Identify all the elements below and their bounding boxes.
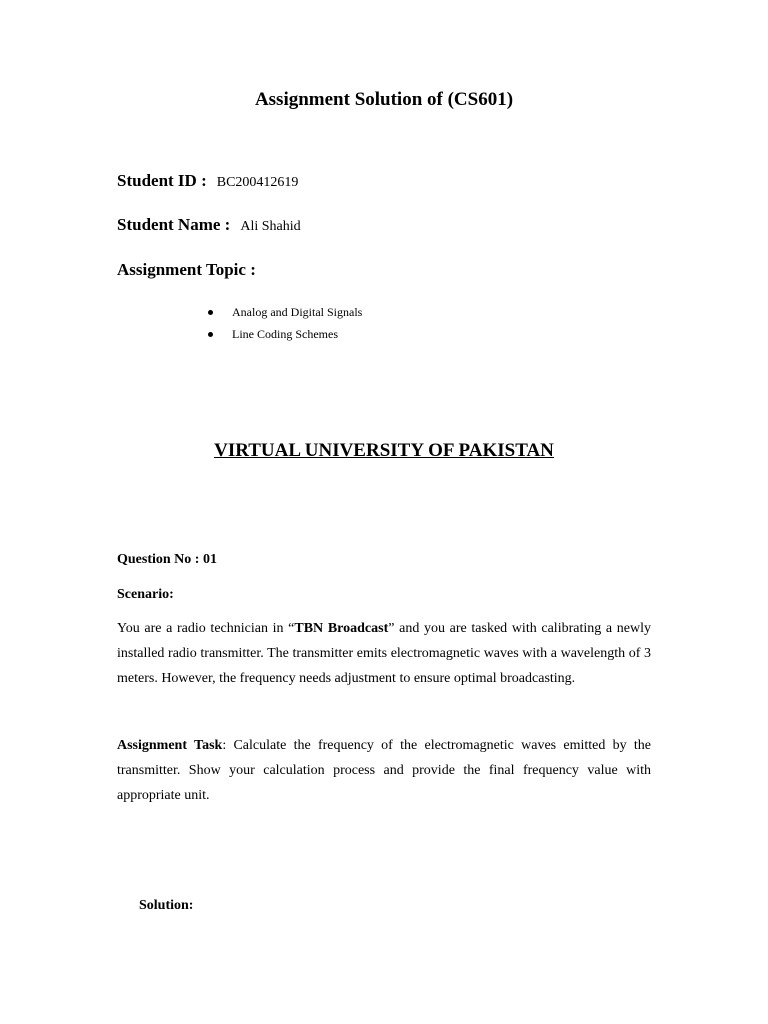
bullet-icon bbox=[208, 310, 213, 315]
university-heading: VIRTUAL UNIVERSITY OF PAKISTAN bbox=[214, 440, 554, 461]
student-id-value: BC200412619 bbox=[216, 175, 299, 190]
student-id-row bbox=[117, 170, 298, 194]
student-name-label: Student Name : bbox=[117, 215, 231, 234]
bullet-icon bbox=[208, 332, 213, 337]
student-id-label: Student ID : bbox=[117, 171, 207, 190]
student-name-value: Ali Shahid bbox=[240, 219, 301, 234]
solution-heading: Solution: bbox=[139, 898, 194, 913]
topic-text: Line Coding Schemes bbox=[232, 327, 338, 341]
assignment-topic-row bbox=[117, 259, 256, 282]
scenario-heading: Scenario: bbox=[117, 587, 174, 602]
question-number: Question No : 01 bbox=[117, 552, 217, 567]
assignment-topic-label: Assignment Topic : bbox=[117, 260, 256, 279]
topic-text: Analog and Digital Signals bbox=[232, 305, 363, 319]
company-name: TBN Broadcast bbox=[294, 621, 389, 636]
task-text: : Calculate the frequency of the electromagnetic waves emitted by the transmitter. Show your calculation process and provide the final frequency value with appropriate unit. bbox=[117, 738, 651, 803]
student-name-row bbox=[117, 214, 301, 238]
topic-item bbox=[208, 323, 362, 345]
scenario-text-start: You are a radio technician in “ bbox=[117, 621, 295, 636]
task-label: Assignment Task bbox=[117, 738, 223, 753]
scenario-paragraph bbox=[117, 616, 651, 691]
document-title: Assignment Solution of (CS601) bbox=[254, 89, 514, 110]
topic-item bbox=[208, 301, 362, 323]
topic-list bbox=[208, 301, 362, 345]
scenario-text-end: ” and you are tasked with calibrating a newly installed radio transmitter. The transmitter emits electromagnetic waves with a wavelength of 3 meters. However, the frequency needs adjustment to ensure optimal broadcasting. bbox=[117, 621, 651, 686]
task-paragraph bbox=[117, 733, 651, 808]
